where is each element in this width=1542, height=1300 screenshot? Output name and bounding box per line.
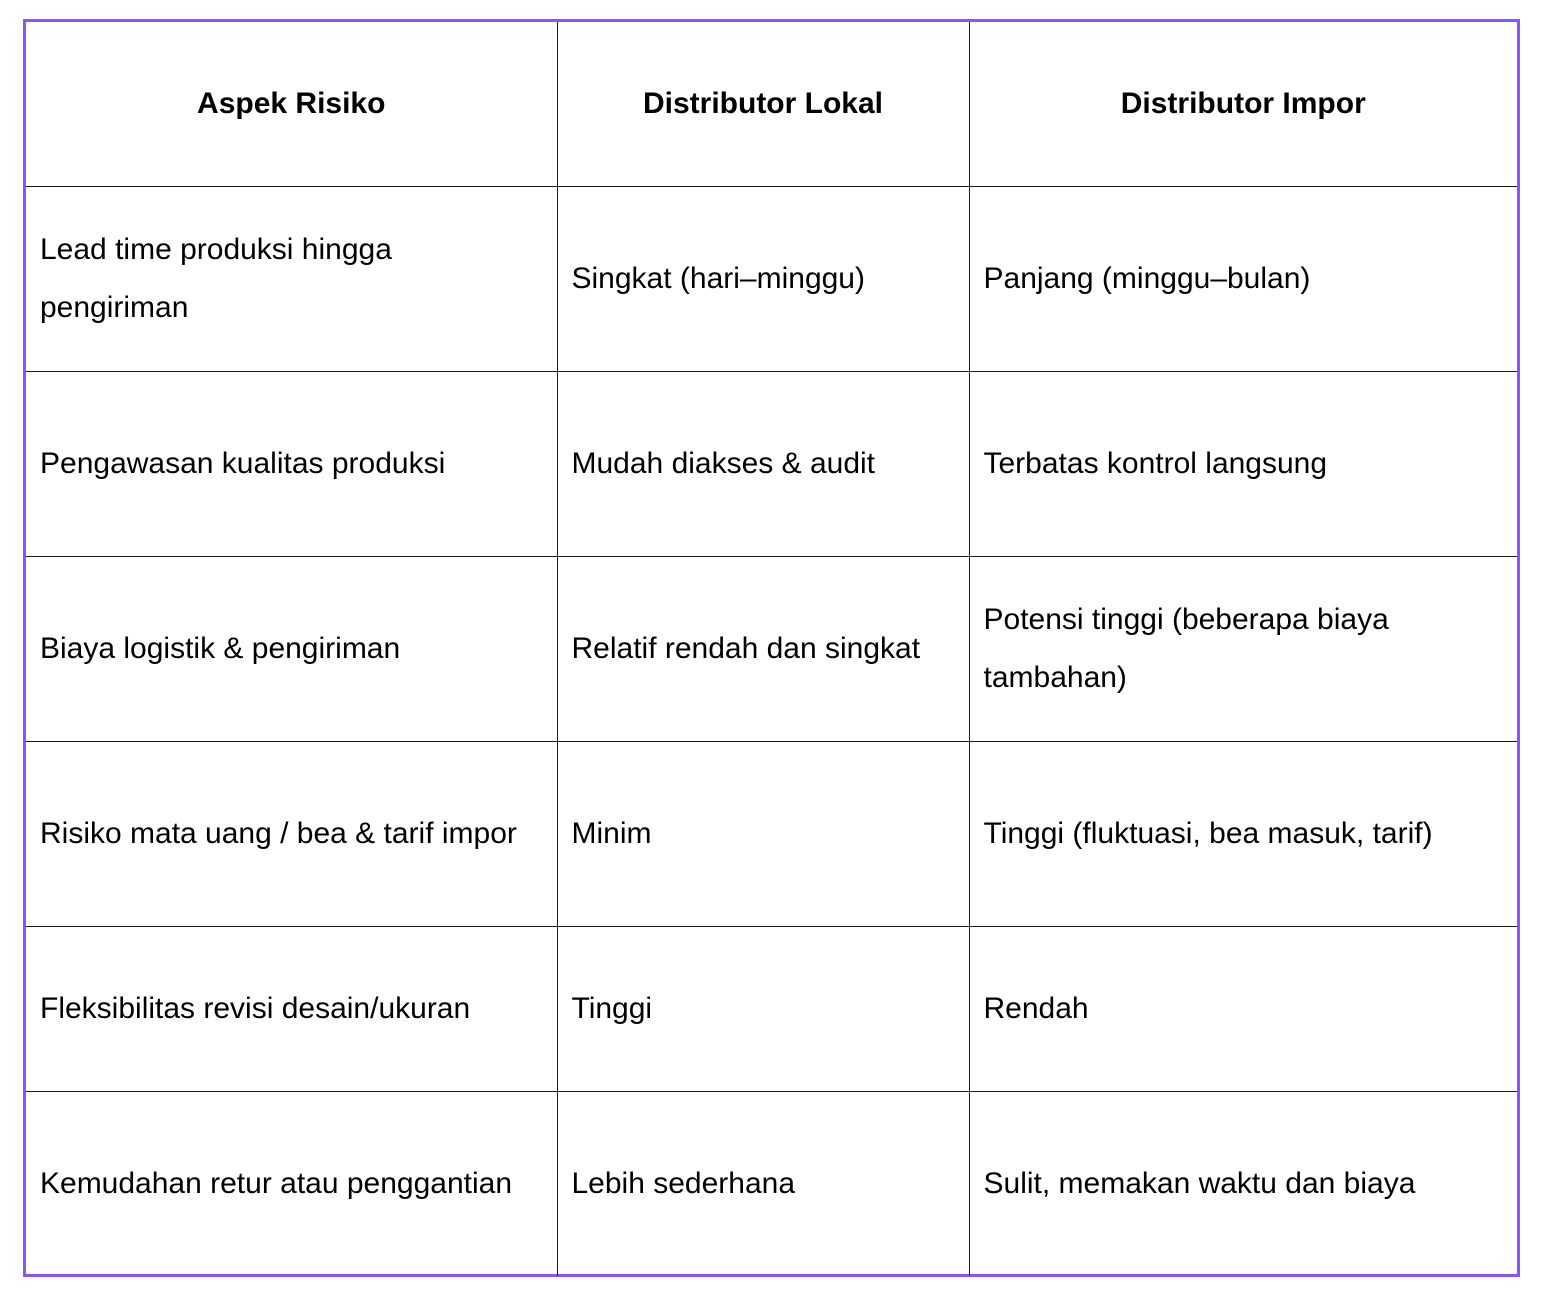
comparison-table-frame xyxy=(23,19,1520,1277)
header-distributor-impor: Distributor Impor xyxy=(969,22,1517,187)
table-header-row xyxy=(26,22,1517,187)
cell-aspect: Fleksibilitas revisi desain/ukuran xyxy=(26,927,557,1092)
table-row xyxy=(26,742,1517,927)
cell-import: Sulit, memakan waktu dan biaya xyxy=(969,1092,1517,1277)
table-row xyxy=(26,927,1517,1092)
cell-import: Tinggi (fluktuasi, bea masuk, tarif) xyxy=(969,742,1517,927)
cell-local: Mudah diakses & audit xyxy=(557,372,969,557)
table-row xyxy=(26,187,1517,372)
cell-aspect: Lead time produksi hingga pengiriman xyxy=(26,187,557,372)
header-distributor-lokal: Distributor Lokal xyxy=(557,22,969,187)
table-row xyxy=(26,372,1517,557)
cell-local: Tinggi xyxy=(557,927,969,1092)
table-row xyxy=(26,557,1517,742)
table-row xyxy=(26,1092,1517,1277)
cell-import: Terbatas kontrol langsung xyxy=(969,372,1517,557)
cell-aspect: Kemudahan retur atau penggantian xyxy=(26,1092,557,1277)
header-aspek-risiko: Aspek Risiko xyxy=(26,22,557,187)
risk-comparison-table xyxy=(26,22,1517,1276)
cell-local: Singkat (hari–minggu) xyxy=(557,187,969,372)
cell-import: Panjang (minggu–bulan) xyxy=(969,187,1517,372)
cell-aspect: Risiko mata uang / bea & tarif impor xyxy=(26,742,557,927)
cell-local: Lebih sederhana xyxy=(557,1092,969,1277)
cell-local: Relatif rendah dan singkat xyxy=(557,557,969,742)
cell-import: Rendah xyxy=(969,927,1517,1092)
cell-import: Potensi tinggi (beberapa biaya tambahan) xyxy=(969,557,1517,742)
cell-local: Minim xyxy=(557,742,969,927)
cell-aspect: Biaya logistik & pengiriman xyxy=(26,557,557,742)
cell-aspect: Pengawasan kualitas produksi xyxy=(26,372,557,557)
